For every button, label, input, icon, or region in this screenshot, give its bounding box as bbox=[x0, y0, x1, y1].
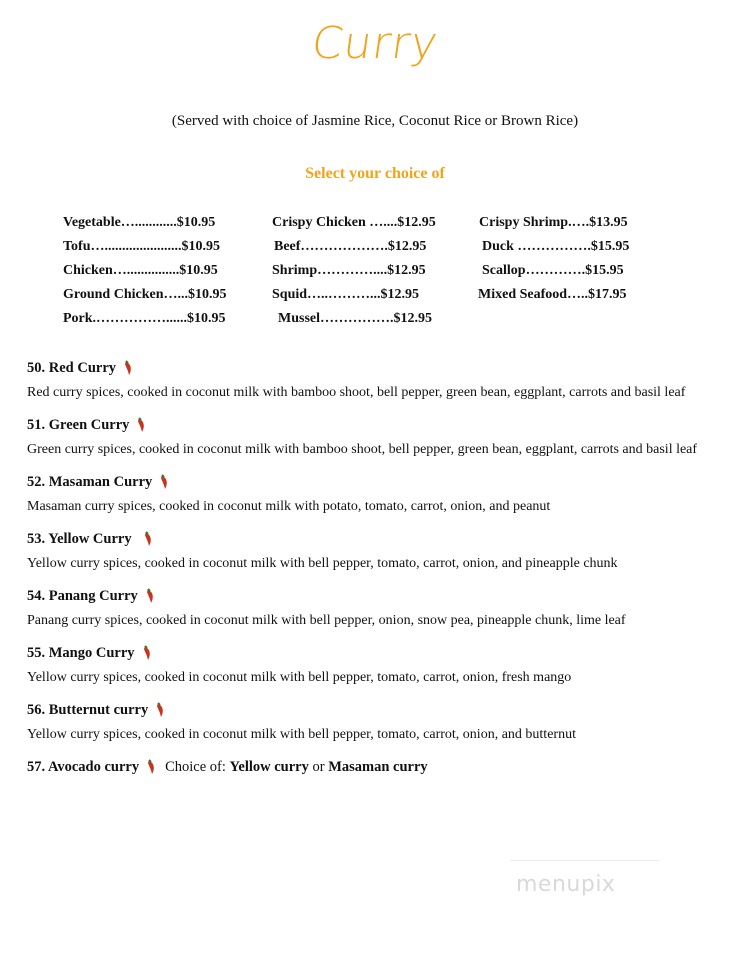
menu-item-title: 55. Mango Curry bbox=[27, 645, 135, 661]
menu-item-title: 51. Green Curry bbox=[27, 417, 130, 433]
select-choice-heading: Select your choice of bbox=[305, 165, 445, 182]
chili-pepper-icon bbox=[135, 417, 149, 433]
price-option: Shrimp…………....$12.95 bbox=[272, 263, 426, 278]
chili-pepper-icon bbox=[122, 360, 136, 376]
chili-pepper-icon bbox=[154, 702, 168, 718]
price-row bbox=[63, 239, 703, 263]
choice-prefix: Choice of: bbox=[165, 759, 226, 775]
menu-item bbox=[27, 529, 727, 573]
menu-item-description: Yellow curry spices, cooked in coconut milk with bell pepper, tomato, carrot, onion, fresh mango bbox=[27, 670, 572, 685]
price-option: Vegetable…............$10.95 bbox=[63, 215, 216, 230]
menu-item-description: Masaman curry spices, cooked in coconut milk with potato, tomato, carrot, onion, and peanut bbox=[27, 499, 551, 514]
price-option: Beef……………….$12.95 bbox=[274, 239, 427, 254]
page-title: Curry bbox=[308, 18, 442, 69]
choice-option-masaman: Masaman curry bbox=[328, 759, 428, 775]
menu-item bbox=[27, 757, 727, 777]
menu-item-title: 57. Avocado curry bbox=[27, 759, 140, 775]
menu-item-description: Yellow curry spices, cooked in coconut milk with bell pepper, tomato, carrot, onion, and butternut bbox=[27, 727, 576, 742]
menupix-watermark: menupix bbox=[516, 872, 616, 897]
watermark-divider bbox=[510, 860, 660, 861]
menu-item bbox=[27, 358, 727, 402]
menu-item-title: 56. Butternut curry bbox=[27, 702, 149, 718]
price-row bbox=[63, 311, 703, 335]
choice-option-yellow: Yellow curry bbox=[229, 759, 309, 775]
price-row bbox=[63, 287, 703, 311]
chili-pepper-icon bbox=[145, 759, 159, 775]
menu-item-description: Yellow curry spices, cooked in coconut milk with bell pepper, tomato, carrot, onion, and pineapple chunk bbox=[27, 556, 618, 571]
menu-item bbox=[27, 415, 727, 459]
chili-pepper-icon bbox=[141, 645, 155, 661]
menu-item bbox=[27, 700, 727, 744]
menu-item-description: Panang curry spices, cooked in coconut milk with bell pepper, onion, snow pea, pineapple chunk, lime leaf bbox=[27, 613, 626, 628]
price-option: Ground Chicken…...$10.95 bbox=[63, 287, 227, 302]
price-option: Mussel…………….$12.95 bbox=[278, 311, 432, 326]
menu-item bbox=[27, 643, 727, 687]
price-option: Chicken…...............$10.95 bbox=[63, 263, 218, 278]
menu-item-title: 52. Masaman Curry bbox=[27, 474, 153, 490]
choice-or: or bbox=[312, 759, 325, 775]
chili-pepper-icon bbox=[142, 531, 156, 547]
menu-item-description: Green curry spices, cooked in coconut milk with bamboo shoot, bell pepper, green bean, eggplant, carrots and basil leaf bbox=[27, 442, 698, 457]
curry-menu-list bbox=[27, 358, 727, 790]
curry-base-choice bbox=[165, 757, 428, 777]
price-option: Crispy Chicken …....$12.95 bbox=[272, 215, 436, 230]
menu-item bbox=[27, 586, 727, 630]
menu-item-title: 50. Red Curry bbox=[27, 360, 117, 376]
chili-pepper-icon bbox=[158, 474, 172, 490]
price-option: Crispy Shrimp.….$13.95 bbox=[479, 215, 628, 230]
price-row bbox=[63, 215, 703, 239]
price-option: Mixed Seafood…..$17.95 bbox=[478, 287, 627, 302]
menu-item bbox=[27, 472, 727, 516]
price-row bbox=[63, 263, 703, 287]
menu-item-description: Red curry spices, cooked in coconut milk with bamboo shoot, bell pepper, green bean, eggplant, carrots and basil leaf bbox=[27, 385, 686, 400]
protein-price-grid bbox=[63, 215, 703, 335]
price-option: Pork.……………......$10.95 bbox=[63, 311, 226, 326]
rice-choice-note: (Served with choice of Jasmine Rice, Coconut Rice or Brown Rice) bbox=[171, 113, 579, 129]
price-option: Squid…..………...$12.95 bbox=[272, 287, 420, 302]
chili-pepper-icon bbox=[144, 588, 158, 604]
price-option: Tofu…......................$10.95 bbox=[63, 239, 221, 254]
menu-item-title: 53. Yellow Curry bbox=[27, 531, 132, 547]
price-option: Scallop………….$15.95 bbox=[482, 263, 624, 278]
price-option: Duck …………….$15.95 bbox=[482, 239, 630, 254]
menu-item-title: 54. Panang Curry bbox=[27, 588, 138, 604]
